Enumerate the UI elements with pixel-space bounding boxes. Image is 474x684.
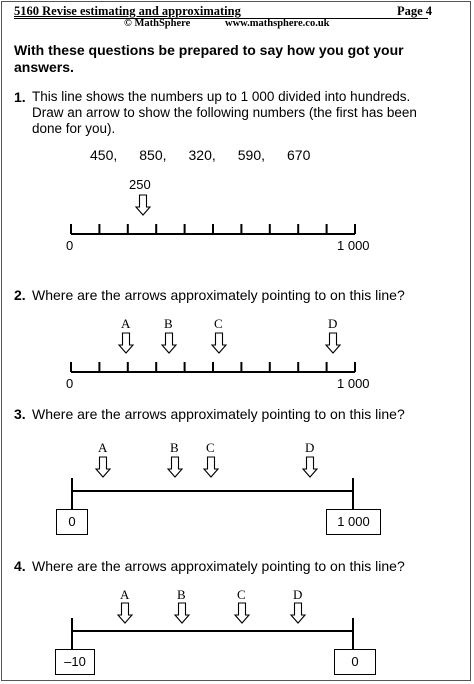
- question-number: 1.: [14, 89, 26, 105]
- question-text: Where are the arrows approximately pointing to on this line?: [32, 558, 405, 574]
- worksheet-title: 5160 Revise estimating and approximating: [14, 4, 241, 18]
- line-end-box: 0: [334, 649, 376, 675]
- arrow-label: C: [237, 587, 246, 602]
- question-text: Where are the arrows approximately pointing to on this line?: [32, 406, 405, 422]
- arrow-down-icon: [168, 457, 182, 477]
- line-start-box: –10: [55, 649, 95, 675]
- arrow-down-icon: [119, 333, 133, 353]
- arrow-down-icon: [235, 603, 249, 623]
- line-end-box: 1 000: [326, 509, 381, 535]
- arrow-down-icon: [326, 333, 340, 353]
- arrow-label: A: [121, 316, 131, 331]
- number-item: 320,: [188, 147, 216, 163]
- line-start-label: 0: [66, 238, 74, 253]
- number-line-1: [71, 195, 355, 234]
- arrow-label: A: [120, 587, 130, 602]
- arrow-down-icon: [136, 195, 150, 215]
- arrow-label: A: [98, 440, 108, 455]
- line-end-label: 1 000: [337, 238, 370, 253]
- page-number: Page 4: [396, 4, 432, 18]
- number-item: 590,: [237, 147, 265, 163]
- arrow-down-icon: [175, 603, 189, 623]
- question-text: Where are the arrows approximately pointing to on this line?: [32, 287, 405, 303]
- question-number: 2.: [14, 287, 26, 303]
- question-number: 4.: [14, 558, 26, 574]
- arrow-down-icon: [291, 603, 305, 623]
- arrow-label: D: [293, 587, 303, 602]
- line-start-box: 0: [56, 509, 88, 535]
- number-line-3: [72, 457, 353, 510]
- question-text: This line shows the numbers up to 1 000 divided into hundreds. Draw an arrow to show the following numbers (the first has been done for you).: [32, 89, 417, 136]
- arrow-down-icon: [118, 603, 132, 623]
- instructions: With these questions be prepared to say how you got your answers.: [14, 42, 404, 75]
- copyright: © MathSphere: [124, 18, 191, 29]
- arrow-down-icon: [212, 333, 226, 353]
- question-number: 3.: [14, 406, 26, 422]
- line-end-label: 1 000: [337, 376, 370, 391]
- arrow-label: B: [170, 440, 179, 455]
- example-label: 250: [129, 177, 151, 192]
- number-item: 850,: [139, 147, 167, 163]
- number-line-2: [71, 333, 355, 372]
- arrow-down-icon: [96, 457, 110, 477]
- arrow-label: C: [206, 440, 215, 455]
- number-item: 450,: [90, 147, 118, 163]
- arrow-label: C: [214, 316, 223, 331]
- arrow-label: D: [305, 440, 315, 455]
- arrow-label: D: [328, 316, 338, 331]
- arrow-down-icon: [162, 333, 176, 353]
- website: www.mathsphere.co.uk: [225, 18, 330, 29]
- number-line-4: [72, 603, 353, 650]
- number-item: 670: [287, 147, 311, 163]
- arrow-down-icon: [303, 457, 317, 477]
- line-start-label: 0: [66, 376, 74, 391]
- arrow-down-icon: [204, 457, 218, 477]
- arrow-label: B: [177, 587, 186, 602]
- arrow-label: B: [164, 316, 173, 331]
